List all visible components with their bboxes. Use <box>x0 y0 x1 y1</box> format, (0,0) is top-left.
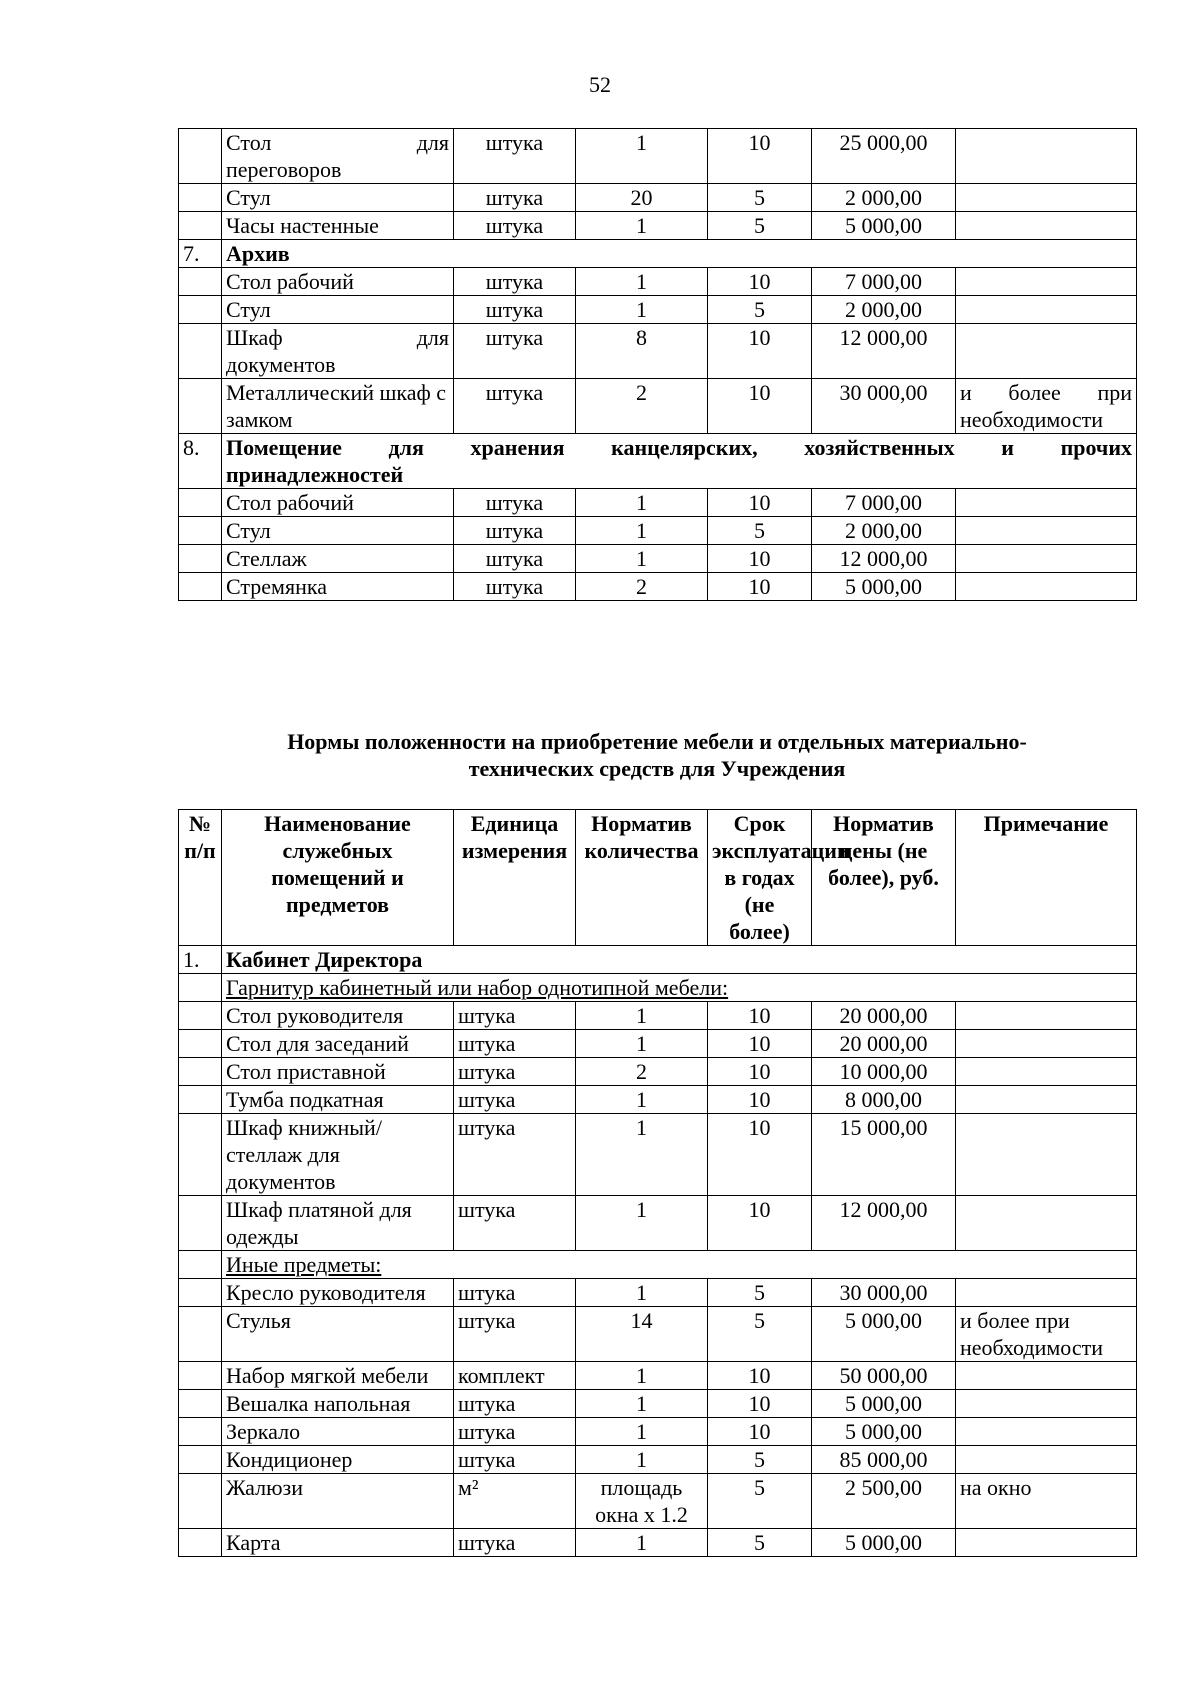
item-price: 30 000,00 <box>812 379 956 434</box>
item-price: 20 000,00 <box>812 1030 956 1058</box>
item-unit: штука <box>454 1390 576 1418</box>
item-unit: штука <box>454 1446 576 1474</box>
item-term: 5 <box>708 212 812 240</box>
item-price: 12 000,00 <box>812 545 956 573</box>
item-price: 15 000,00 <box>812 1114 956 1196</box>
item-name: Шкаф книжный/стеллаж для документов <box>222 1114 454 1196</box>
item-term: 5 <box>708 1474 812 1529</box>
row-number <box>179 489 222 517</box>
empty-cell <box>179 1086 222 1114</box>
furniture-table-continuation <box>178 128 1137 601</box>
section-row <box>179 946 1137 974</box>
row-number <box>179 268 222 296</box>
table-row <box>179 184 1137 212</box>
item-note <box>956 268 1137 296</box>
item-name: Стол для переговоров <box>222 129 454 184</box>
item-note <box>956 1114 1137 1196</box>
table-row <box>179 1307 1137 1362</box>
table-row <box>179 517 1137 545</box>
item-price: 5 000,00 <box>812 1390 956 1418</box>
table-row <box>179 1196 1137 1251</box>
item-unit: штука <box>454 573 576 601</box>
item-unit: штука <box>454 1086 576 1114</box>
item-unit: штука <box>454 129 576 184</box>
heading-line-1: Нормы положенности на приобретение мебели и отдельных материально- <box>287 729 1027 754</box>
item-name: Карта <box>222 1529 454 1557</box>
item-note <box>956 545 1137 573</box>
item-note <box>956 1196 1137 1251</box>
item-name: Стол рабочий <box>222 489 454 517</box>
row-number <box>179 129 222 184</box>
item-note <box>956 324 1137 379</box>
table-row <box>179 1418 1137 1446</box>
item-qty: 14 <box>576 1307 708 1362</box>
row-number <box>179 545 222 573</box>
empty-cell <box>179 974 222 1002</box>
item-qty: 8 <box>576 324 708 379</box>
section-number: 1. <box>179 946 222 974</box>
table-row <box>179 212 1137 240</box>
item-qty: 1 <box>576 1390 708 1418</box>
item-qty: 2 <box>576 379 708 434</box>
item-name: Вешалка напольная <box>222 1390 454 1418</box>
item-name: Кондиционер <box>222 1446 454 1474</box>
item-name: Стол приставной <box>222 1058 454 1086</box>
item-qty: 2 <box>576 1058 708 1086</box>
item-note <box>956 1418 1137 1446</box>
item-name: Стул <box>222 517 454 545</box>
item-name: Кресло руководителя <box>222 1279 454 1307</box>
empty-cell <box>179 1446 222 1474</box>
section-row <box>179 434 1137 489</box>
item-qty: 1 <box>576 1114 708 1196</box>
item-unit: штука <box>454 489 576 517</box>
item-qty: 1 <box>576 1196 708 1251</box>
section-heading <box>178 728 1136 782</box>
item-note <box>956 489 1137 517</box>
section-row <box>179 240 1137 268</box>
item-unit: штука <box>454 324 576 379</box>
table-row <box>179 268 1137 296</box>
section-title: Помещение для хранения канцелярских, хозяйственных и прочих принадлежностей <box>222 434 1137 489</box>
empty-cell <box>179 1390 222 1418</box>
table-row <box>179 1058 1137 1086</box>
item-note <box>956 1058 1137 1086</box>
item-name: Шкаф для документов <box>222 324 454 379</box>
header-qty: Норматив количества <box>576 810 708 946</box>
item-term: 10 <box>708 545 812 573</box>
item-price: 20 000,00 <box>812 1002 956 1030</box>
table-row <box>179 129 1137 184</box>
item-qty: 1 <box>576 545 708 573</box>
item-term: 10 <box>708 379 812 434</box>
empty-cell <box>179 1362 222 1390</box>
item-term: 10 <box>708 129 812 184</box>
item-note <box>956 1362 1137 1390</box>
item-unit: штука <box>454 1058 576 1086</box>
empty-cell <box>179 1474 222 1529</box>
row-number <box>179 184 222 212</box>
item-term: 10 <box>708 1058 812 1086</box>
item-term: 10 <box>708 573 812 601</box>
table-row <box>179 1114 1137 1196</box>
item-term: 5 <box>708 184 812 212</box>
header-unit: Единица измерения <box>454 810 576 946</box>
item-name: Жалюзи <box>222 1474 454 1529</box>
item-price: 5 000,00 <box>812 1307 956 1362</box>
table-row <box>179 1086 1137 1114</box>
item-price: 2 000,00 <box>812 517 956 545</box>
item-qty: 1 <box>576 1418 708 1446</box>
table-row <box>179 296 1137 324</box>
item-term: 10 <box>708 1362 812 1390</box>
page-number: 52 <box>589 72 611 97</box>
item-note <box>956 1279 1137 1307</box>
item-price: 12 000,00 <box>812 1196 956 1251</box>
item-term: 10 <box>708 489 812 517</box>
item-qty: 1 <box>576 517 708 545</box>
table-row <box>179 324 1137 379</box>
item-unit: штука <box>454 184 576 212</box>
item-unit: штука <box>454 296 576 324</box>
item-unit: штука <box>454 1196 576 1251</box>
empty-cell <box>179 1529 222 1557</box>
item-price: 2 500,00 <box>812 1474 956 1529</box>
item-qty: 1 <box>576 1030 708 1058</box>
item-term: 5 <box>708 1307 812 1362</box>
empty-cell <box>179 1307 222 1362</box>
row-number <box>179 379 222 434</box>
item-price: 5 000,00 <box>812 212 956 240</box>
item-name: Тумба подкатная <box>222 1086 454 1114</box>
empty-cell <box>179 1002 222 1030</box>
item-note <box>956 212 1137 240</box>
item-name: Стол руководителя <box>222 1002 454 1030</box>
header-note: Примечание <box>956 810 1137 946</box>
item-term: 5 <box>708 1279 812 1307</box>
table-row <box>179 1030 1137 1058</box>
item-term: 10 <box>708 1196 812 1251</box>
row-number <box>179 324 222 379</box>
item-note <box>956 1002 1137 1030</box>
item-name: Стол для заседаний <box>222 1030 454 1058</box>
item-unit: штука <box>454 517 576 545</box>
item-unit: штука <box>454 1002 576 1030</box>
item-qty: 1 <box>576 1529 708 1557</box>
item-unit: м² <box>454 1474 576 1529</box>
row-number <box>179 573 222 601</box>
item-price: 12 000,00 <box>812 324 956 379</box>
item-unit: штука <box>454 379 576 434</box>
item-qty: 1 <box>576 268 708 296</box>
item-name: Стремянка <box>222 573 454 601</box>
item-term: 10 <box>708 1030 812 1058</box>
section-title: Архив <box>222 240 1137 268</box>
item-unit: штука <box>454 268 576 296</box>
empty-cell <box>179 1418 222 1446</box>
item-name: Набор мягкой мебели <box>222 1362 454 1390</box>
item-note <box>956 517 1137 545</box>
item-name: Стул <box>222 296 454 324</box>
item-price: 5 000,00 <box>812 573 956 601</box>
item-unit: штука <box>454 1279 576 1307</box>
item-term: 10 <box>708 268 812 296</box>
table-row <box>179 1002 1137 1030</box>
item-price: 8 000,00 <box>812 1086 956 1114</box>
item-unit: штука <box>454 1418 576 1446</box>
header-term: Срок эксплуатации в годах (не более) <box>708 810 812 946</box>
empty-cell <box>179 1030 222 1058</box>
item-term: 10 <box>708 1002 812 1030</box>
item-term: 10 <box>708 1086 812 1114</box>
item-note <box>956 1030 1137 1058</box>
empty-cell <box>179 1251 222 1279</box>
heading-line-2: технических средств для Учреждения <box>468 756 846 781</box>
header-num: № п/п <box>179 810 222 946</box>
item-qty: 20 <box>576 184 708 212</box>
item-qty: 1 <box>576 1446 708 1474</box>
section-title: Кабинет Директора <box>222 946 1137 974</box>
item-term: 10 <box>708 1418 812 1446</box>
section-number: 8. <box>179 434 222 489</box>
item-term: 10 <box>708 1114 812 1196</box>
row-number <box>179 296 222 324</box>
row-number <box>179 212 222 240</box>
item-price: 5 000,00 <box>812 1529 956 1557</box>
item-price: 2 000,00 <box>812 184 956 212</box>
section-number: 7. <box>179 240 222 268</box>
item-qty: 1 <box>576 129 708 184</box>
item-unit: штука <box>454 1307 576 1362</box>
item-name: Зеркало <box>222 1418 454 1446</box>
item-name: Стул <box>222 184 454 212</box>
item-qty: 1 <box>576 296 708 324</box>
row-number <box>179 517 222 545</box>
item-note: и более при необходимости <box>956 1307 1137 1362</box>
item-name: Стеллаж <box>222 545 454 573</box>
item-unit: штука <box>454 1030 576 1058</box>
item-note: на окно <box>956 1474 1137 1529</box>
table-row <box>179 1390 1137 1418</box>
item-qty: площадь окна х 1.2 <box>576 1474 708 1529</box>
item-price: 5 000,00 <box>812 1418 956 1446</box>
table-row <box>179 545 1137 573</box>
item-term: 10 <box>708 1390 812 1418</box>
item-note <box>956 296 1137 324</box>
empty-cell <box>179 1058 222 1086</box>
item-unit: штука <box>454 545 576 573</box>
item-note <box>956 1446 1137 1474</box>
item-price: 85 000,00 <box>812 1446 956 1474</box>
item-name: Металлический шкаф с замком <box>222 379 454 434</box>
table-row <box>179 489 1137 517</box>
item-term: 5 <box>708 296 812 324</box>
subheading: Гарнитур кабинетный или набор однотипной мебели: <box>222 974 1137 1002</box>
subheading-row <box>179 1251 1137 1279</box>
table-header-row <box>179 810 1137 946</box>
item-unit: комплект <box>454 1362 576 1390</box>
item-qty: 1 <box>576 489 708 517</box>
empty-cell <box>179 1279 222 1307</box>
table-row <box>179 1474 1137 1529</box>
item-unit: штука <box>454 1114 576 1196</box>
header-name: Наименование служебных помещений и предметов <box>222 810 454 946</box>
item-term: 5 <box>708 1529 812 1557</box>
item-unit: штука <box>454 212 576 240</box>
item-price: 30 000,00 <box>812 1279 956 1307</box>
item-qty: 1 <box>576 212 708 240</box>
item-note <box>956 1390 1137 1418</box>
item-price: 50 000,00 <box>812 1362 956 1390</box>
item-qty: 2 <box>576 573 708 601</box>
item-price: 2 000,00 <box>812 296 956 324</box>
item-note <box>956 184 1137 212</box>
item-term: 10 <box>708 324 812 379</box>
item-name: Стулья <box>222 1307 454 1362</box>
item-name: Шкаф платяной для одежды <box>222 1196 454 1251</box>
item-note <box>956 129 1137 184</box>
item-price: 7 000,00 <box>812 489 956 517</box>
item-qty: 1 <box>576 1279 708 1307</box>
table-row <box>179 1529 1137 1557</box>
item-qty: 1 <box>576 1002 708 1030</box>
table-row <box>179 573 1137 601</box>
header-price: Норматив цены (не более), руб. <box>812 810 956 946</box>
empty-cell <box>179 1114 222 1196</box>
item-term: 5 <box>708 517 812 545</box>
item-qty: 1 <box>576 1362 708 1390</box>
item-unit: штука <box>454 1529 576 1557</box>
table-row <box>179 379 1137 434</box>
table-row <box>179 1279 1137 1307</box>
empty-cell <box>179 1196 222 1251</box>
item-price: 10 000,00 <box>812 1058 956 1086</box>
subheading-row <box>179 974 1137 1002</box>
item-note <box>956 1086 1137 1114</box>
subheading: Иные предметы: <box>222 1251 1137 1279</box>
table-row <box>179 1362 1137 1390</box>
item-note <box>956 1529 1137 1557</box>
item-price: 7 000,00 <box>812 268 956 296</box>
item-name: Часы настенные <box>222 212 454 240</box>
item-note <box>956 573 1137 601</box>
furniture-norms-table <box>178 809 1137 1557</box>
item-note: и более при необходимости <box>956 379 1137 434</box>
item-term: 5 <box>708 1446 812 1474</box>
table-row <box>179 1446 1137 1474</box>
item-qty: 1 <box>576 1086 708 1114</box>
item-name: Стол рабочий <box>222 268 454 296</box>
item-price: 25 000,00 <box>812 129 956 184</box>
